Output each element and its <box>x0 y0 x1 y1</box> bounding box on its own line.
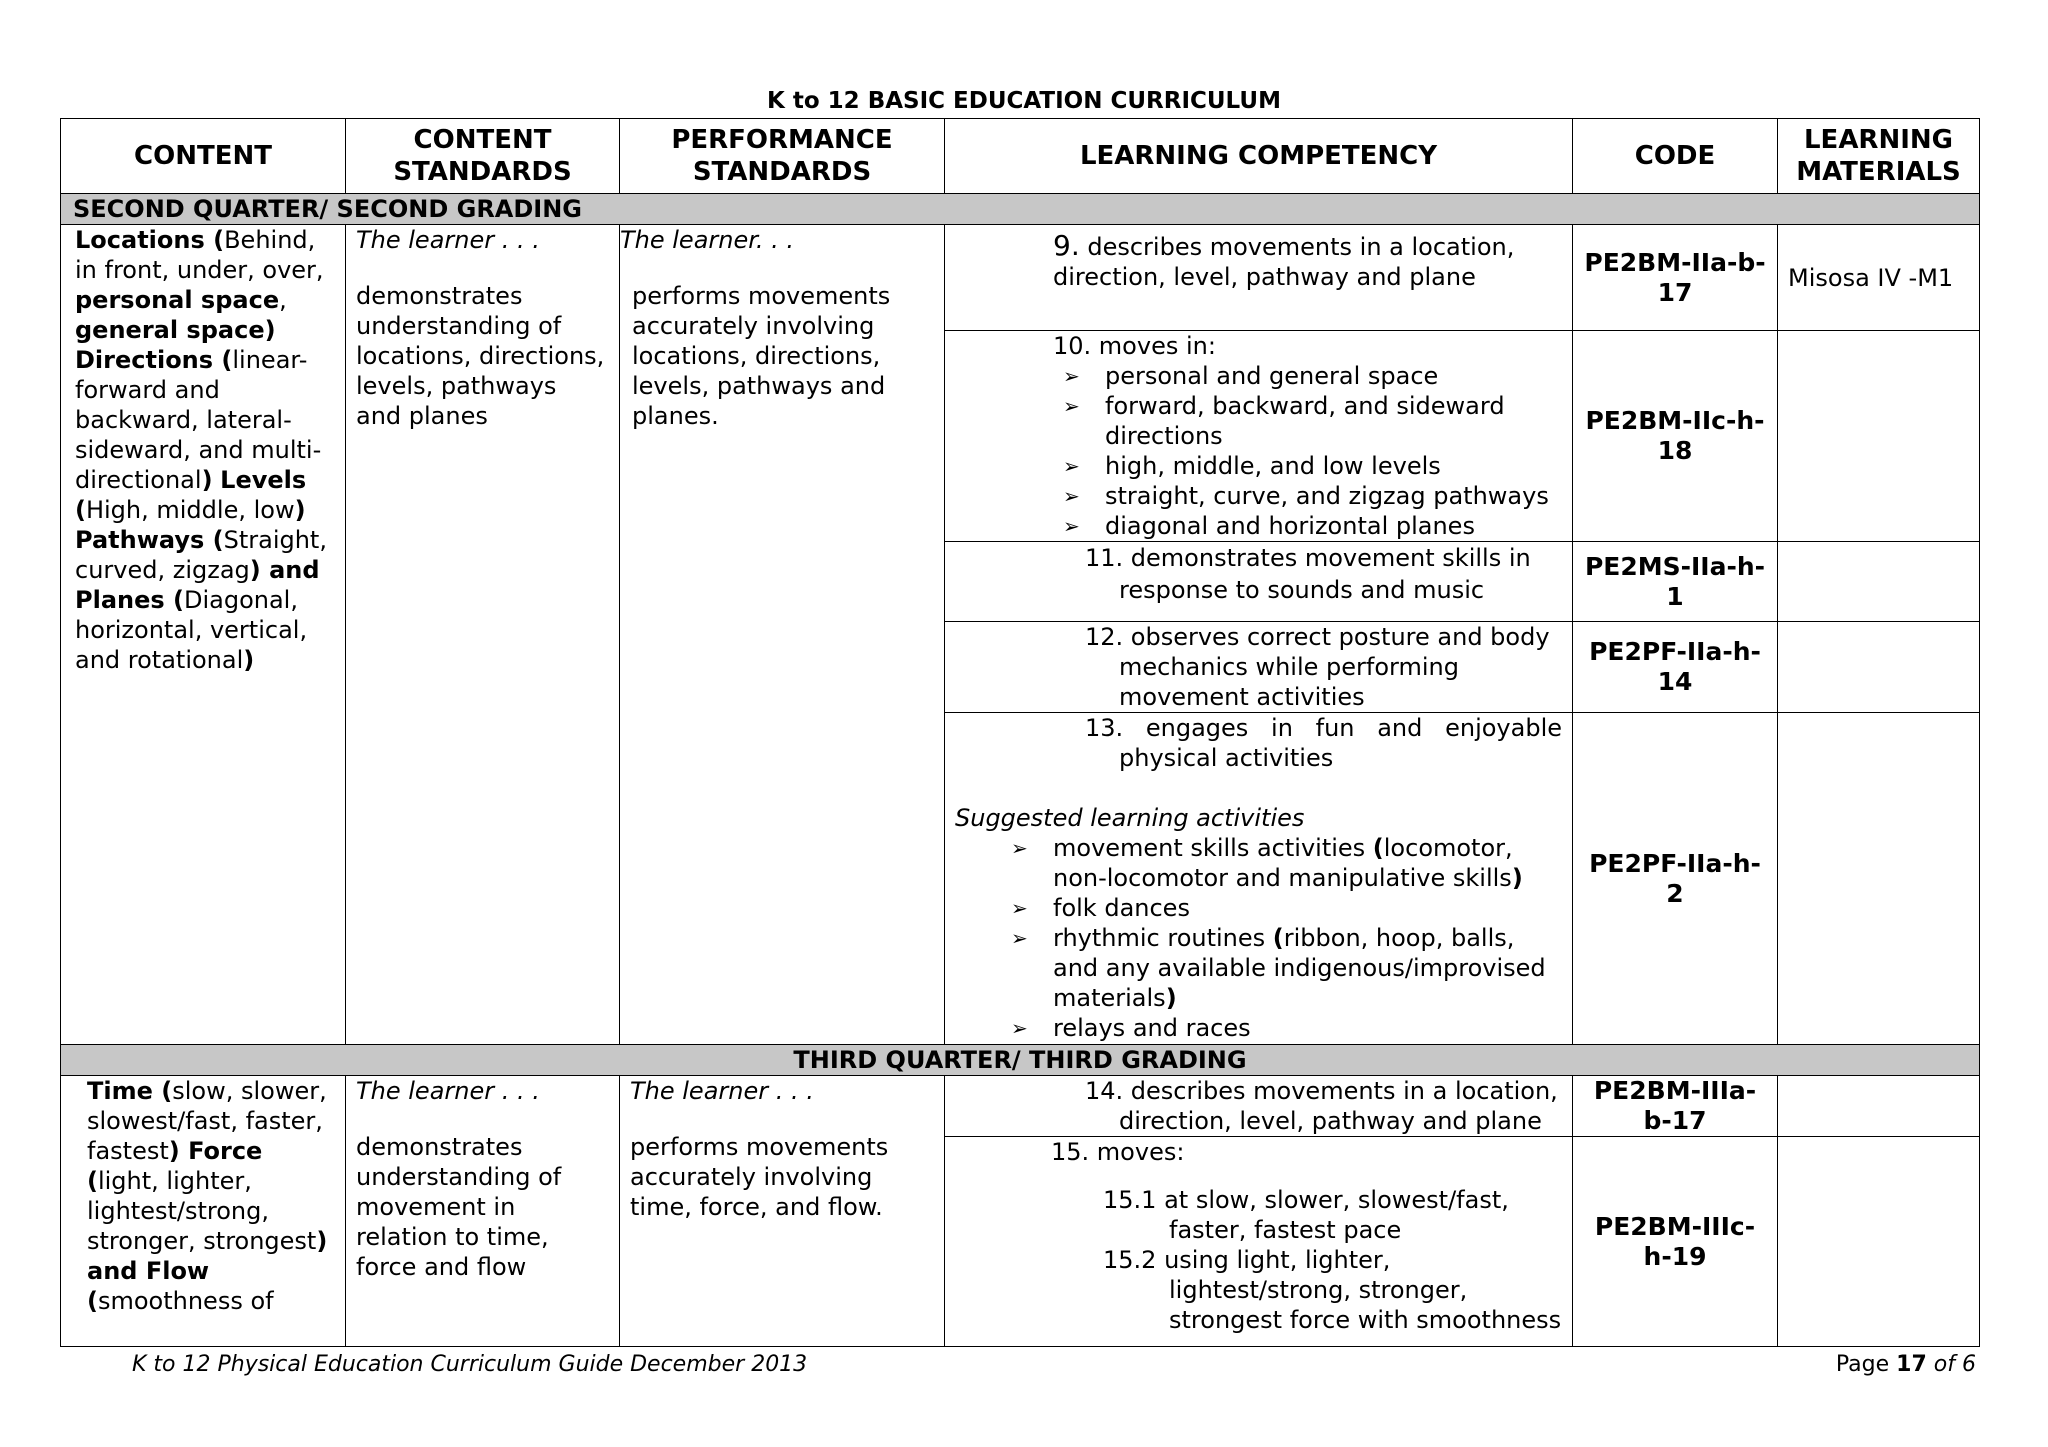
footer-page: Page 17 of 6 <box>1835 1352 1976 1377</box>
content-standards-cell: The learner . . . demonstrates understanding of movement in relation to time, force and flow <box>346 1076 620 1347</box>
footer-guide: K to 12 Physical Education Curriculum Guide December 2013 <box>132 1352 808 1377</box>
list-item: ➢ diagonal and horizontal planes <box>1063 511 1562 541</box>
material-cell <box>1778 622 1980 713</box>
list-item: ➢ high, middle, and low levels <box>1063 451 1562 481</box>
header-content: CONTENT <box>61 119 346 194</box>
table-row <box>61 1076 1980 1137</box>
activities-list <box>955 833 1562 1043</box>
quarter-row-third <box>61 1045 1980 1076</box>
header-content-standards: CONTENT STANDARDS <box>346 119 620 194</box>
competency-13: 13. engages in fun and enjoyable physical activities Suggested learning activities ➢ movement skills activities (locomotor, non-locomotor and manipulative skills) ➢ folk dances ➢ rhythmic routines (ribbon, hoop, balls, and any available indigenous/improvised materials) ➢ relays and races <box>945 713 1573 1045</box>
content-cell: Locations (Behind, in front, under, over, personal space, general space) Directions (linear-forward and backward, lateral- sideward, and multi-directional) Levels (High, middle, low) Pathways (Straight, curved, zigzag) and Planes (Diagonal, horizontal, vertical, and rotational) <box>61 225 346 1045</box>
curriculum-table <box>60 118 1980 1347</box>
competency-10-list <box>955 361 1562 541</box>
list-item: ➢ relays and races <box>1011 1013 1562 1043</box>
list-item: ➢ folk dances <box>1011 893 1562 923</box>
material-cell: Misosa IV -M1 <box>1778 225 1980 331</box>
quarter-row-second <box>61 194 1980 225</box>
header-row <box>61 119 1980 194</box>
competency-12: 12. observes correct posture and body mechanics while performing movement activities <box>945 622 1573 713</box>
code-cell: PE2PF-IIa-h-2 <box>1573 713 1778 1045</box>
content-cell: Time (slow, slower, slowest/fast, faster, fastest) Force (light, lighter, lightest/strong, stronger, strongest) and Flow (smoothness of <box>61 1076 346 1347</box>
material-cell <box>1778 1137 1980 1347</box>
header-code: CODE <box>1573 119 1778 194</box>
competency-9: 9. describes movements in a location, direction, level, pathway and plane <box>945 225 1573 331</box>
material-cell <box>1778 331 1980 542</box>
code-cell: PE2MS-IIa-h-1 <box>1573 542 1778 622</box>
list-item: ➢ straight, curve, and zigzag pathways <box>1063 481 1562 511</box>
table-row <box>61 225 1980 331</box>
material-cell <box>1778 1076 1980 1137</box>
activities-label: Suggested learning activities <box>955 804 1305 832</box>
performance-standards-cell: The learner. . . performs movements accurately involving locations, directions, levels, pathways and planes. <box>620 225 945 1045</box>
code-cell: PE2BM-IIIa-b-17 <box>1573 1076 1778 1137</box>
material-cell <box>1778 713 1980 1045</box>
document-title: K to 12 BASIC EDUCATION CURRICULUM <box>767 88 1281 114</box>
code-cell: PE2BM-IIa-b-17 <box>1573 225 1778 331</box>
list-item: ➢ rhythmic routines (ribbon, hoop, balls, and any available indigenous/improvised materials) <box>1011 923 1562 1013</box>
code-cell: PE2PF-IIa-h-14 <box>1573 622 1778 713</box>
competency-11: 11. demonstrates movement skills in response to sounds and music <box>945 542 1573 622</box>
content-standards-cell: The learner . . . demonstrates understanding of locations, directions, levels, pathways and planes <box>346 225 620 1045</box>
list-item: ➢ forward, backward, and sideward directions <box>1063 391 1562 451</box>
competency-10: 10. moves in: ➢ personal and general space ➢ forward, backward, and sideward directions ➢ high, middle, and low levels ➢ straight, curve, and zigzag pathways ➢ diagonal and horizontal planes <box>945 331 1573 542</box>
quarter-label: SECOND QUARTER/ SECOND GRADING <box>61 194 1980 225</box>
code-cell: PE2BM-IIIc-h-19 <box>1573 1137 1778 1347</box>
performance-standards-cell: The learner . . . performs movements accurately involving time, force, and flow. <box>620 1076 945 1347</box>
material-cell <box>1778 542 1980 622</box>
competency-14: 14. describes movements in a location, direction, level, pathway and plane <box>945 1076 1573 1137</box>
list-item: ➢ movement skills activities (locomotor, non-locomotor and manipulative skills) <box>1011 833 1562 893</box>
header-learning-competency: LEARNING COMPETENCY <box>945 119 1573 194</box>
header-performance-standards: PERFORMANCE STANDARDS <box>620 119 945 194</box>
quarter-label: THIRD QUARTER/ THIRD GRADING <box>61 1045 1980 1076</box>
list-item: ➢ personal and general space <box>1063 361 1562 391</box>
header-learning-materials: LEARNING MATERIALS <box>1778 119 1980 194</box>
code-cell: PE2BM-IIc-h-18 <box>1573 331 1778 542</box>
competency-15: 15. moves: 15.1 at slow, slower, slowest/fast, faster, fastest pace 15.2 using light, lighter, lightest/strong, stronger, strongest force with smoothness <box>945 1137 1573 1347</box>
